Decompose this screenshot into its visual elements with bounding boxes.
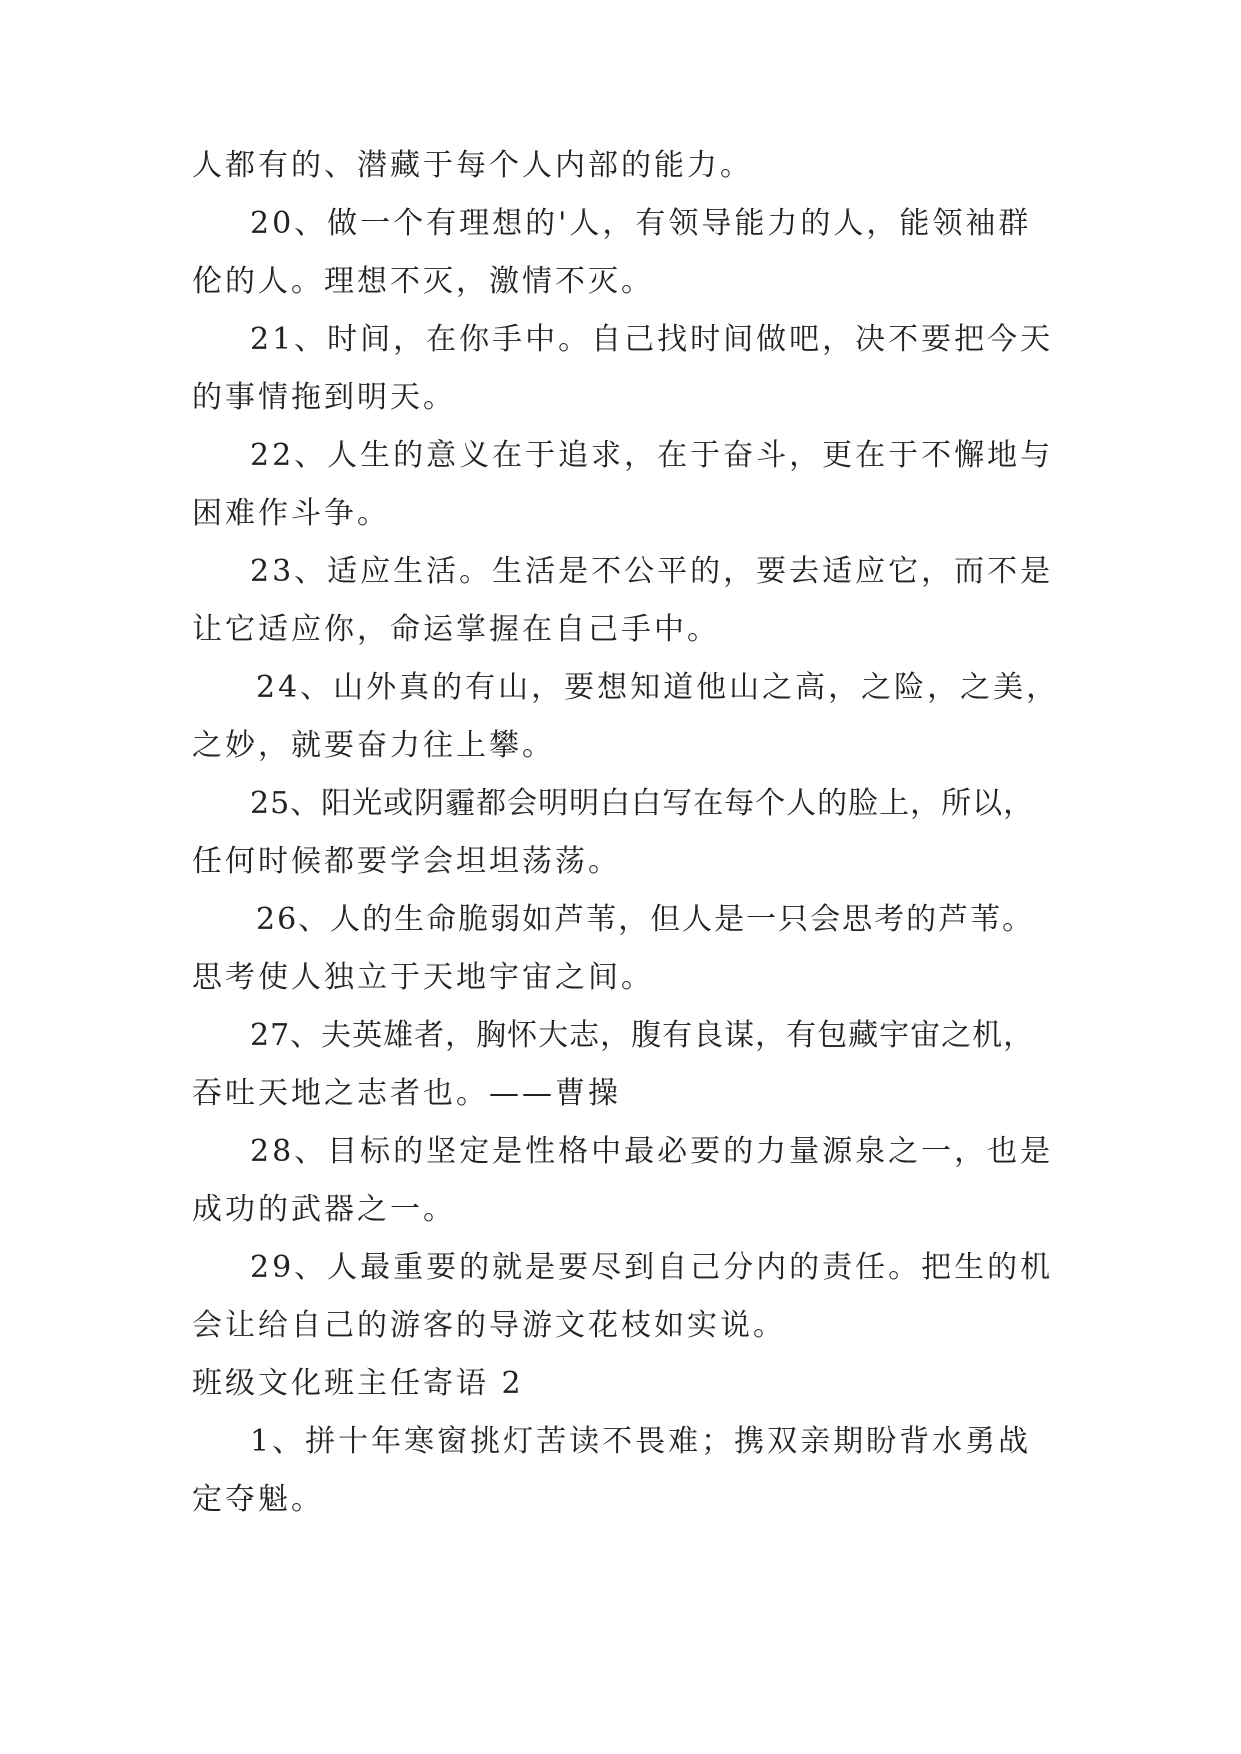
- quote-29-line-2: 会让给自己的游客的导游文花枝如实说。: [192, 1308, 786, 1343]
- quote-27-line-1: 27、夫英雄者，胸怀大志，腹有良谋，有包藏宇宙之机，: [250, 1018, 1035, 1053]
- quote-20-line-1: 20、做一个有理想的'人，有领导能力的人，能领袖群: [250, 206, 1032, 241]
- quote-26-line-2: 思考使人独立于天地宇宙之间。: [192, 960, 654, 995]
- quote-22-line-1: 22、人生的意义在于追求，在于奋斗，更在于不懈地与: [250, 438, 1054, 473]
- quote-22-line-2: 困难作斗争。: [192, 496, 390, 531]
- quote-28-line-1: 28、目标的坚定是性格中最必要的力量源泉之一，也是: [250, 1134, 1054, 1169]
- quote-24-line-2: 之妙，就要奋力往上攀。: [192, 728, 555, 763]
- section2-item-1-line-1: 1、拼十年寒窗挑灯苦读不畏难；携双亲期盼背水勇战: [250, 1424, 1032, 1459]
- quote-26-line-1: 26、人的生命脆弱如芦苇，但人是一只会思考的芦苇。: [256, 902, 1035, 937]
- quote-28-line-2: 成功的武器之一。: [192, 1192, 456, 1227]
- quote-23-line-2: 让它适应你，命运掌握在自己手中。: [192, 612, 720, 647]
- quote-20-line-2: 伦的人。理想不灭，激情不灭。: [192, 264, 654, 299]
- section-heading: 班级文化班主任寄语 2: [192, 1366, 524, 1401]
- quote-29-line-1: 29、人最重要的就是要尽到自己分内的责任。把生的机: [250, 1250, 1054, 1285]
- quote-25-line-1: 25、阳光或阴霾都会明明白白写在每个人的脸上，所以，: [250, 786, 1035, 821]
- quote-24-line-1: 24、山外真的有山，要想知道他山之高，之险，之美，: [256, 670, 1060, 705]
- text-line: 人都有的、潜藏于每个人内部的能力。: [192, 148, 753, 183]
- section2-item-1-line-2: 定夺魁。: [192, 1482, 324, 1517]
- quote-25-line-2: 任何时候都要学会坦坦荡荡。: [192, 844, 621, 879]
- quote-23-line-1: 23、适应生活。生活是不公平的，要去适应它，而不是: [250, 554, 1054, 589]
- quote-21-line-2: 的事情拖到明天。: [192, 380, 456, 415]
- quote-27-line-2: 吞吐天地之志者也。——曹操: [192, 1076, 621, 1111]
- quote-21-line-1: 21、时间，在你手中。自己找时间做吧，决不要把今天: [250, 322, 1054, 357]
